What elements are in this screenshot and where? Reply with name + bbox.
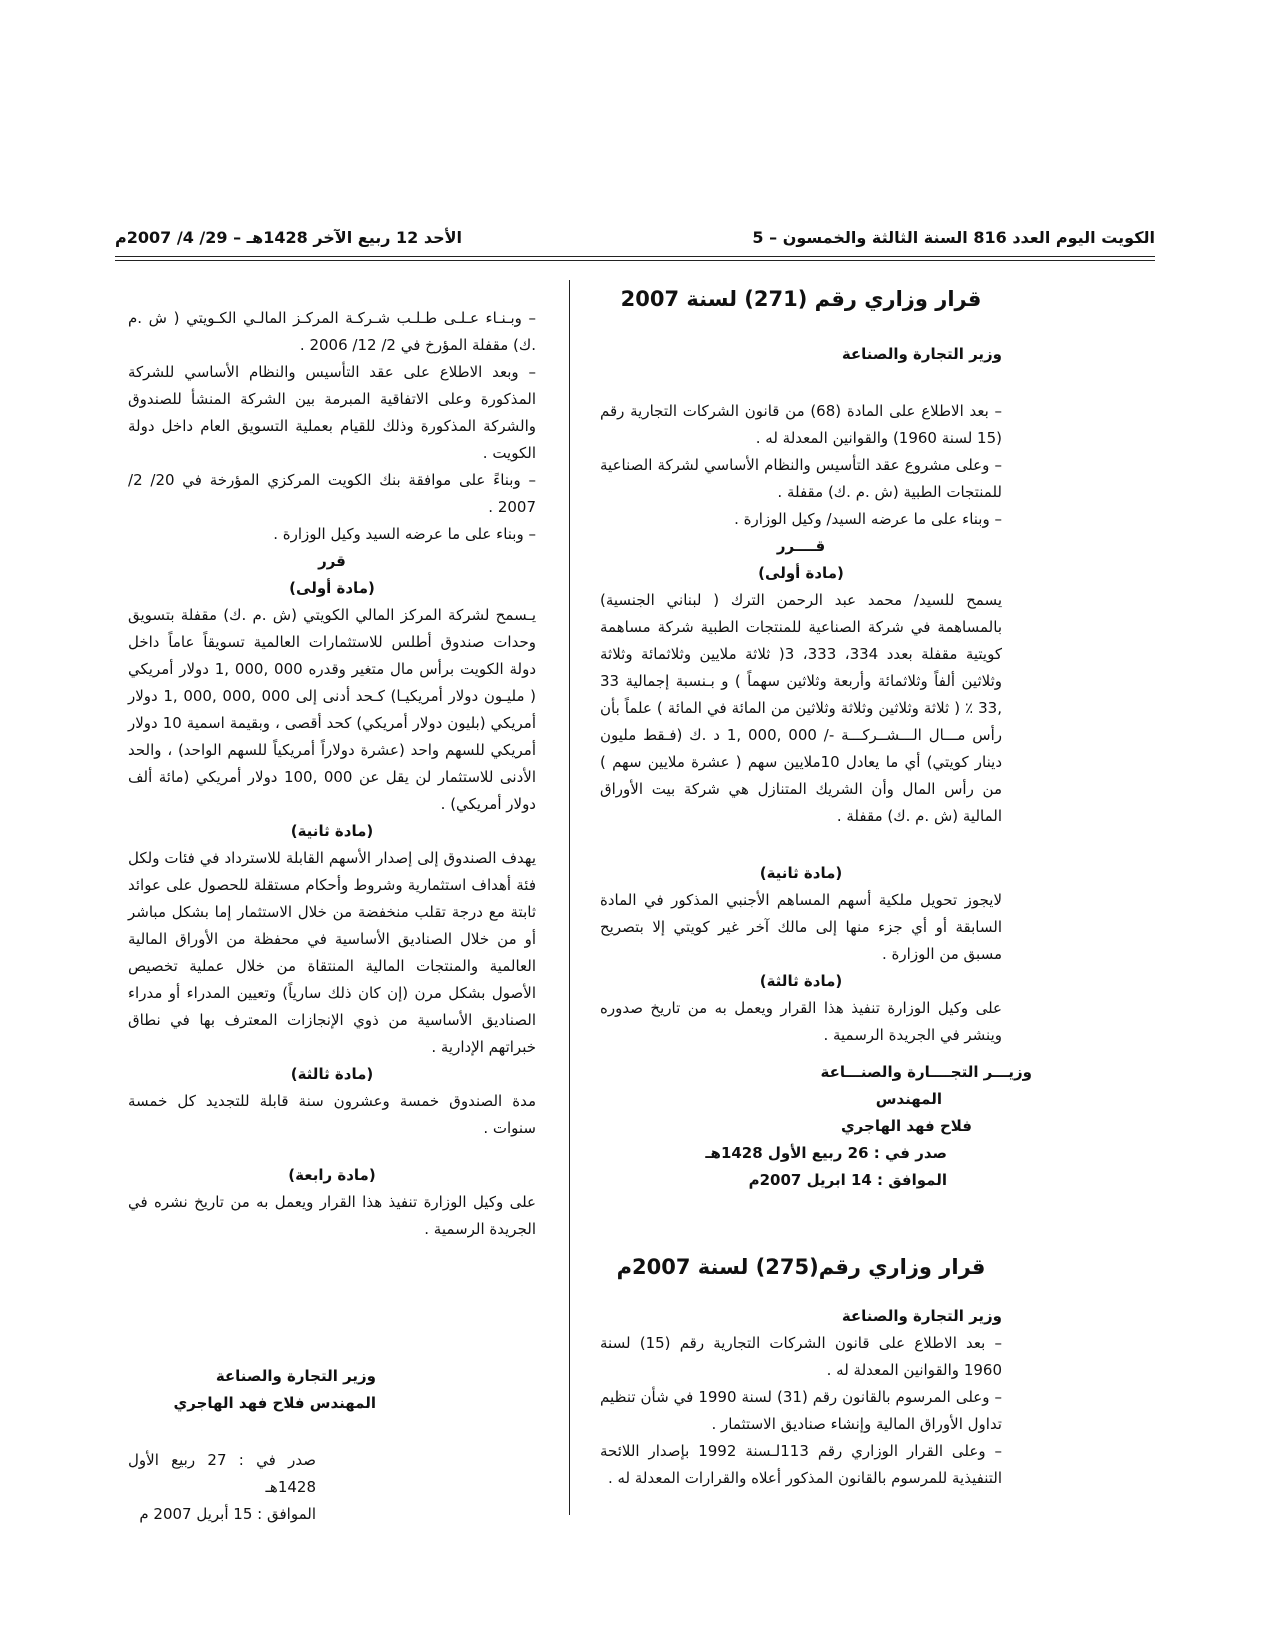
decision-275-minister: وزير التجارة والصناعة <box>841 1307 1002 1325</box>
decision-271-signature-name: فلاح فهد الهاجري <box>840 1117 972 1135</box>
decision-275-article2-heading: (مادة ثانية) <box>290 822 374 840</box>
decision-275-signature-name: المهندس فلاح فهد الهاجري <box>173 1394 376 1412</box>
decision-275-article1-heading: (مادة أولى) <box>289 579 375 597</box>
decision-271-article1: يسمح للسيد/ محمد عبد الرحمن الترك ( لبناني الجنسية) بالمساهمة في شركة الصناعية للمنتجات الطبية شركة مساهمة كويتية مقفلة بعدد 334، 333، 3( ثلاثة ملايين وثلاثمائة وثلاثة وثلاثين ألفاً وثلاثمائة وأربعة وثلاثين سهماً ) و بـنسبة إجمالية 33 ,33 ٪ ( ثلاثة وثلاثين وثلاثة وثلاثين من المائة في المائة ) علماً بأن رأس مـــال الـــشــركـــة -/ 000 ,000 ,1 د .ك (فـقط مليون دينار كويتي) أي ما يعادل 10ملايين سهم ( عشرة ملايين سهم ) من رأس المال وأن الشريك المتنازل هي شركة بيت الأوراق المالية (ش .م .ك) مقفلة . <box>600 591 1002 825</box>
decision-275-article3: مدة الصندوق خمسة وعشرون سنة قابلة للتجديد كل خمسة سنوات . <box>128 1092 536 1137</box>
preamble-item: – وبناء على ما عرضه السيد وكيل الوزارة . <box>273 525 536 543</box>
decision-271-article3-heading: (مادة ثالثة) <box>759 972 843 990</box>
decision-271-minister: وزير التجارة والصناعة <box>841 345 1002 363</box>
page-header <box>115 228 1155 258</box>
preamble-item: – وبعد الاطلاع على عقد التأسيس والنظام الأساسي للشركة المذكورة وعلى الاتفاقية المبرمة بين الشركة المنشأ للصندوق والشركة المذكورة وذلك للقيام بعملية التسويق العام داخل دولة الكويت . <box>128 363 536 462</box>
preamble-item: – بعد الاطلاع على المادة (68) من قانون الشركات التجارية رقم (15 لسنة 1960) والقوانين المعدلة له . <box>600 402 1002 447</box>
preamble-item: – وبناء على ما عرضه السيد/ وكيل الوزارة . <box>734 510 1002 528</box>
preamble-item: – بعد الاطلاع على قانون الشركات التجارية رقم (15) لسنة 1960 والقوانين المعدلة له . <box>600 1334 1003 1379</box>
decision-275-article3-heading: (مادة ثالثة) <box>290 1065 374 1083</box>
decision-275-preamble <box>600 1330 1002 1492</box>
preamble-item: – وعلى المرسوم بالقانون رقم (31) لسنة 1990 في شأن تنظيم تداول الأوراق المالية وإنشاء صناديق الاستثمار . <box>600 1388 1002 1433</box>
decision-275-article2: يهدف الصندوق إلى إصدار الأسهم القابلة للاسترداد في فئات ولكل فئة أهداف استثمارية وشروط وأحكام مستقلة للحصول على عوائد ثابتة مع درجة تقلب منخفضة من خلال الاستثمار إما بشكل مباشر أو من خلال الصناديق الأساسية في محفظة من الأوراق المالية العالمية والمنتجات المالية المنتقاة من خلال عملية تخصيص الأصول بشكل مرن (إن كان ذلك سارياً) وتعيين المدراء أو مدراء الصناديق الأساسية من ذوي الإنجازات المعترف بها في نطاق خبراتهم الإدارية . <box>128 849 536 1056</box>
preamble-item: – وبـنـاء عـلـى طـلـب شـركـة المركـز المالـي الكـويتي ( ش .م .ك) مقفلة المؤرخ في 2/ 12/ 2006 . <box>128 309 536 354</box>
right-column <box>600 280 1032 1492</box>
header-issue-info: الكويت اليوم العدد 816 السنة الثالثة والخمسون – 5 <box>752 228 1155 247</box>
decision-271-article3: على وكيل الوزارة تنفيذ هذا القرار ويعمل به من تاريخ صدوره وينشر في الجريدة الرسمية . <box>600 999 1002 1044</box>
column-divider <box>569 280 570 1515</box>
left-column <box>128 305 536 1528</box>
decision-275-title: قرار وزاري رقم(275) لسنة 2007م <box>616 1255 986 1279</box>
decision-275-signature-title: وزير التجارة والصناعة <box>215 1367 376 1385</box>
decision-271-signature-role: المهندس <box>875 1090 942 1108</box>
decision-271-article1-heading: (مادة أولى) <box>758 564 844 582</box>
decision-271-corresponding-date: الموافق : 14 ابريل 2007م <box>748 1171 947 1189</box>
decision-275-article4-heading: (مادة رابعة) <box>288 1166 376 1184</box>
header-rule-bottom <box>115 260 1155 261</box>
decision-275-article4: على وكيل الوزارة تنفيذ هذا القرار ويعمل به من تاريخ نشره في الجريدة الرسمية . <box>128 1193 536 1238</box>
decision-275-article1: يـسمح لشركة المركز المالي الكويتي (ش .م .ك) مقفلة بتسويق وحدات صندوق أطلس للاستثمارات العالمية تسويقاً عاماً داخل دولة الكويت برأس مال متغير وقدره 000 ,000 ,1 دولار أمريكي ( مليـون دولار أمريكيـا) كـحد أدنى إلى 000 ,000 ,000 ,1 دولار أمريكي (بليون دولار أمريكي) كحد أقصى ، وبقيمة اسمية 10 دولار أمريكي للسهم واحد (عشرة دولاراً أمريكياً للسهم الواحد) ، والحد الأدنى للاستثمار لن يقل عن 000 ,100 دولار أمريكي (مائة ألف دولار أمريكي) . <box>128 606 537 813</box>
header-rule-top <box>115 256 1155 257</box>
decision-271-signature-title: وزيـــر التجــــارة والصنـــاعة <box>820 1063 1032 1081</box>
decision-271-title: قرار وزاري رقم (271) لسنة 2007 <box>620 287 982 311</box>
decision-271-article2-heading: (مادة ثانية) <box>759 864 843 882</box>
preamble-item: – وبناءً على موافقة بنك الكويت المركزي المؤرخة في 20/ 2/ 2007 . <box>128 471 536 516</box>
header-date: الأحد 12 ربيع الآخر 1428هـ – 29/ 4/ 2007م <box>115 228 463 247</box>
preamble-item: – وعلى مشروع عقد التأسيس والنظام الأساسي لشركة الصناعية للمنتجات الطبية (ش .م .ك) مقفلة . <box>600 456 1002 501</box>
decision-271-issued-date: صدر في : 26 ربيع الأول 1428هـ <box>705 1144 947 1162</box>
decision-275-corresponding-date: الموافق : 15 أبريل 2007 م <box>139 1505 316 1523</box>
decision-271-preamble <box>600 398 1002 533</box>
decision-275-preamble-continued <box>128 305 536 548</box>
preamble-item: – وعلى القرار الوزاري رقم 113لـسنة 1992 بإصدار اللائحة التنفيذية للمرسوم بالقانون المذكور أعلاه والقرارات المعدلة له . <box>600 1442 1003 1487</box>
decision-275-decides: قرر <box>318 552 346 570</box>
decision-275-issued-date: صدر في : 27 ربيع الأول 1428هـ <box>128 1451 316 1496</box>
decision-271-article2: لايجوز تحويل ملكية أسهم المساهم الأجنبي المذكور في المادة السابقة أو أي جزء منها إلى مالك آخر غير كويتي إلا بتصريح مسبق من الوزارة . <box>600 891 1002 963</box>
decision-271-decides: قــــرر <box>776 537 826 555</box>
